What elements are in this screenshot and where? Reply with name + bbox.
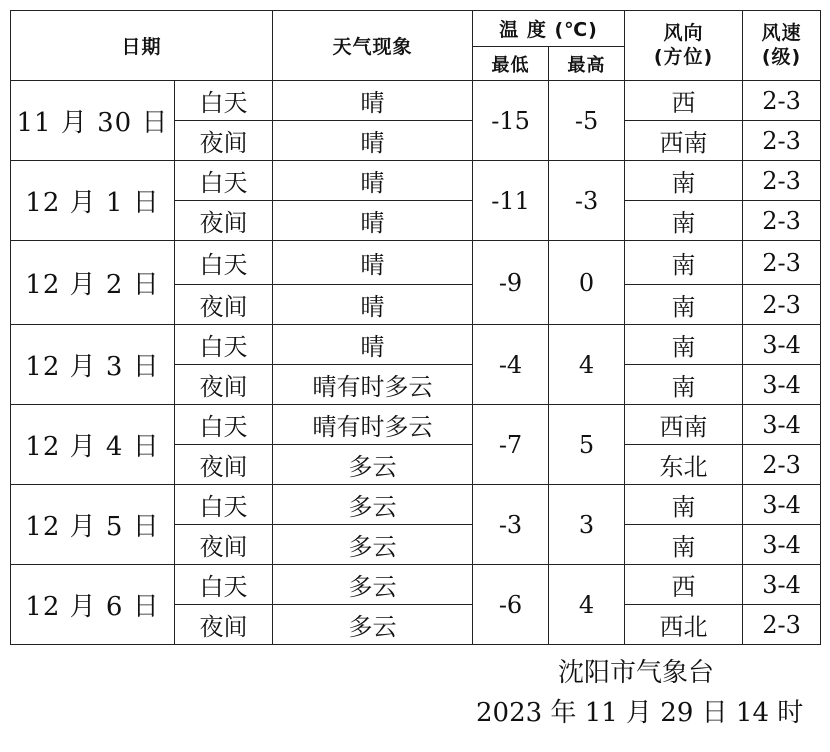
date-column-header: 日期: [11, 11, 273, 81]
wind-direction-cell: 南: [625, 365, 743, 405]
weather-cell: 多云: [273, 565, 473, 605]
temp-high-cell: 4: [549, 325, 625, 405]
temp-low-header: 最低: [473, 47, 549, 81]
issuing-organization: 沈阳市气象台: [558, 658, 715, 688]
weather-cell: 多云: [273, 445, 473, 485]
date-cell: 12 月 2 日: [11, 241, 175, 325]
wind-speed-header-line2: (级): [761, 45, 802, 68]
date-cell: 12 月 5 日: [11, 485, 175, 565]
wind-speed-cell: 3-4: [743, 365, 821, 405]
weather-cell: 晴: [273, 201, 473, 241]
table-row: [11, 565, 821, 605]
wind-speed-cell: 2-3: [743, 285, 821, 325]
temp-low-cell: -7: [473, 405, 549, 485]
temp-low-cell: -11: [473, 161, 549, 241]
date-cell: 12 月 6 日: [11, 565, 175, 645]
weather-cell: 多云: [273, 525, 473, 565]
wind-speed-cell: 3-4: [743, 565, 821, 605]
period-cell: 夜间: [175, 605, 273, 645]
wind-speed-column-header: [743, 11, 821, 81]
period-cell: 白天: [175, 405, 273, 445]
table-row: [11, 81, 821, 121]
weather-cell: 晴: [273, 161, 473, 201]
wind-direction-cell: 西北: [625, 605, 743, 645]
period-cell: 夜间: [175, 445, 273, 485]
period-cell: 夜间: [175, 285, 273, 325]
table-row: [11, 485, 821, 525]
period-cell: 夜间: [175, 121, 273, 161]
weather-cell: 晴有时多云: [273, 365, 473, 405]
period-cell: 夜间: [175, 525, 273, 565]
wind-direction-cell: 西南: [625, 405, 743, 445]
wind-direction-header-line2: (方位): [653, 45, 714, 68]
wind-direction-cell: 西南: [625, 121, 743, 161]
forecast-table: [10, 10, 821, 645]
weather-cell: 晴: [273, 81, 473, 121]
table-row: [11, 405, 821, 445]
temperature-column-header: 温 度 (℃): [473, 11, 625, 47]
temp-low-cell: -3: [473, 485, 549, 565]
wind-speed-cell: 2-3: [743, 445, 821, 485]
temp-low-cell: -6: [473, 565, 549, 645]
temp-high-cell: -3: [549, 161, 625, 241]
wind-direction-column-header: [625, 11, 743, 81]
temp-high-cell: 3: [549, 485, 625, 565]
wind-speed-cell: 2-3: [743, 81, 821, 121]
period-cell: 夜间: [175, 201, 273, 241]
wind-speed-header-line1: 风速: [761, 21, 802, 44]
weather-cell: 晴: [273, 241, 473, 285]
temp-high-cell: 0: [549, 241, 625, 325]
date-cell: 12 月 4 日: [11, 405, 175, 485]
period-cell: 白天: [175, 81, 273, 121]
period-cell: 白天: [175, 325, 273, 365]
wind-direction-cell: 西: [625, 565, 743, 605]
period-cell: 白天: [175, 485, 273, 525]
temp-high-cell: -5: [549, 81, 625, 161]
weather-column-header: 天气现象: [273, 11, 473, 81]
period-cell: 白天: [175, 565, 273, 605]
weather-cell: 晴有时多云: [273, 405, 473, 445]
date-cell: 12 月 1 日: [11, 161, 175, 241]
weather-cell: 晴: [273, 285, 473, 325]
wind-speed-cell: 2-3: [743, 121, 821, 161]
wind-direction-header-line1: 风向: [663, 21, 704, 44]
period-cell: 白天: [175, 161, 273, 201]
issue-timestamp: 2023 年 11 月 29 日 14 时: [476, 698, 804, 728]
wind-direction-cell: 南: [625, 285, 743, 325]
wind-direction-cell: 东北: [625, 445, 743, 485]
table-row: [11, 161, 821, 201]
temp-high-cell: 4: [549, 565, 625, 645]
wind-speed-cell: 2-3: [743, 201, 821, 241]
temp-low-cell: -15: [473, 81, 549, 161]
wind-speed-cell: 3-4: [743, 525, 821, 565]
wind-speed-cell: 3-4: [743, 405, 821, 445]
date-cell: 11 月 30 日: [11, 81, 175, 161]
weather-cell: 多云: [273, 605, 473, 645]
wind-speed-cell: 2-3: [743, 605, 821, 645]
period-cell: 夜间: [175, 365, 273, 405]
wind-direction-cell: 南: [625, 201, 743, 241]
wind-direction-cell: 南: [625, 485, 743, 525]
wind-speed-cell: 2-3: [743, 161, 821, 201]
weather-cell: 晴: [273, 325, 473, 365]
table-row: [11, 241, 821, 285]
temp-low-cell: -4: [473, 325, 549, 405]
temp-high-header: 最高: [549, 47, 625, 81]
wind-direction-cell: 西: [625, 81, 743, 121]
temp-low-cell: -9: [473, 241, 549, 325]
temp-high-cell: 5: [549, 405, 625, 485]
table-row: [11, 325, 821, 365]
wind-direction-cell: 南: [625, 161, 743, 201]
wind-speed-cell: 3-4: [743, 325, 821, 365]
wind-speed-cell: 2-3: [743, 241, 821, 285]
weather-cell: 晴: [273, 121, 473, 161]
wind-direction-cell: 南: [625, 241, 743, 285]
date-cell: 12 月 3 日: [11, 325, 175, 405]
weather-cell: 多云: [273, 485, 473, 525]
wind-speed-cell: 3-4: [743, 485, 821, 525]
wind-direction-cell: 南: [625, 525, 743, 565]
period-cell: 白天: [175, 241, 273, 285]
wind-direction-cell: 南: [625, 325, 743, 365]
